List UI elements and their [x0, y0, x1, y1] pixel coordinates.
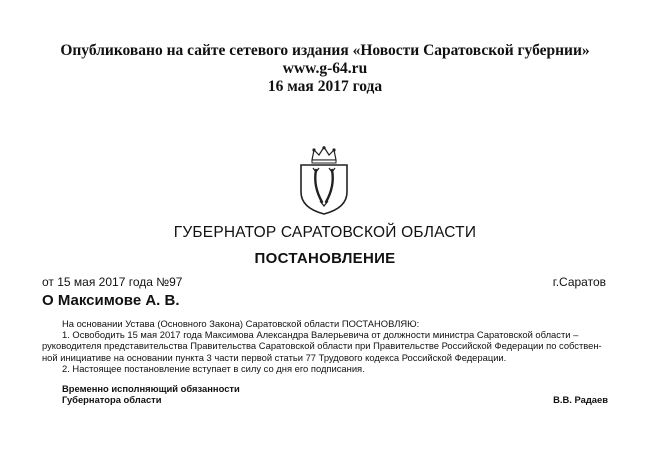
authority-title: ГУБЕРНАТОР САРАТОВСКОЙ ОБЛАСТИ	[173, 224, 477, 241]
preamble: На основании Устава (Основного Закона) Саратовской области ПОСТАНОВЛЯЮ:	[62, 318, 420, 329]
item-1-line-1: 1. Освободить 15 мая 2017 года Максимова Александра Валерьевича от должности министра Саратовской области –	[62, 329, 579, 341]
saratov-coat-of-arms-icon	[296, 146, 352, 216]
publication-site: www.g-64.ru	[282, 60, 368, 77]
date-number-line	[42, 275, 606, 289]
document-type: ПОСТАНОВЛЕНИЕ	[254, 250, 396, 267]
date-number: от 15 мая 2017 года №97	[42, 275, 183, 289]
signature-row	[62, 394, 608, 405]
item-2: 2. Настоящее постановление вступает в силу со дня его подписания.	[62, 362, 365, 374]
signatory-title-2: Губернатора области	[62, 394, 162, 406]
signatory-title-1: Временно исполняющий обязанности	[62, 383, 240, 394]
publication-line-1: Опубликовано на сайте сетевого издания «Новости Саратовской губернии»	[60, 42, 590, 59]
document-subject: О Максимове А. В.	[42, 292, 180, 309]
item-1-line-2: руководителя представительства Правительства Саратовской области при Правительстве Российской Федерации по собствен-	[42, 340, 602, 352]
city: г.Саратов	[552, 275, 606, 289]
signature-block	[62, 383, 608, 406]
document-body	[42, 318, 608, 374]
publication-header	[0, 42, 650, 96]
signatory-name: В.В. Радаев	[553, 394, 608, 406]
item-1-line-3: ной инициативе на основании пункта 3 части первой статьи 77 Трудового кодекса Российской Федерации.	[42, 351, 507, 363]
publication-date: 16 мая 2017 года	[267, 78, 383, 95]
